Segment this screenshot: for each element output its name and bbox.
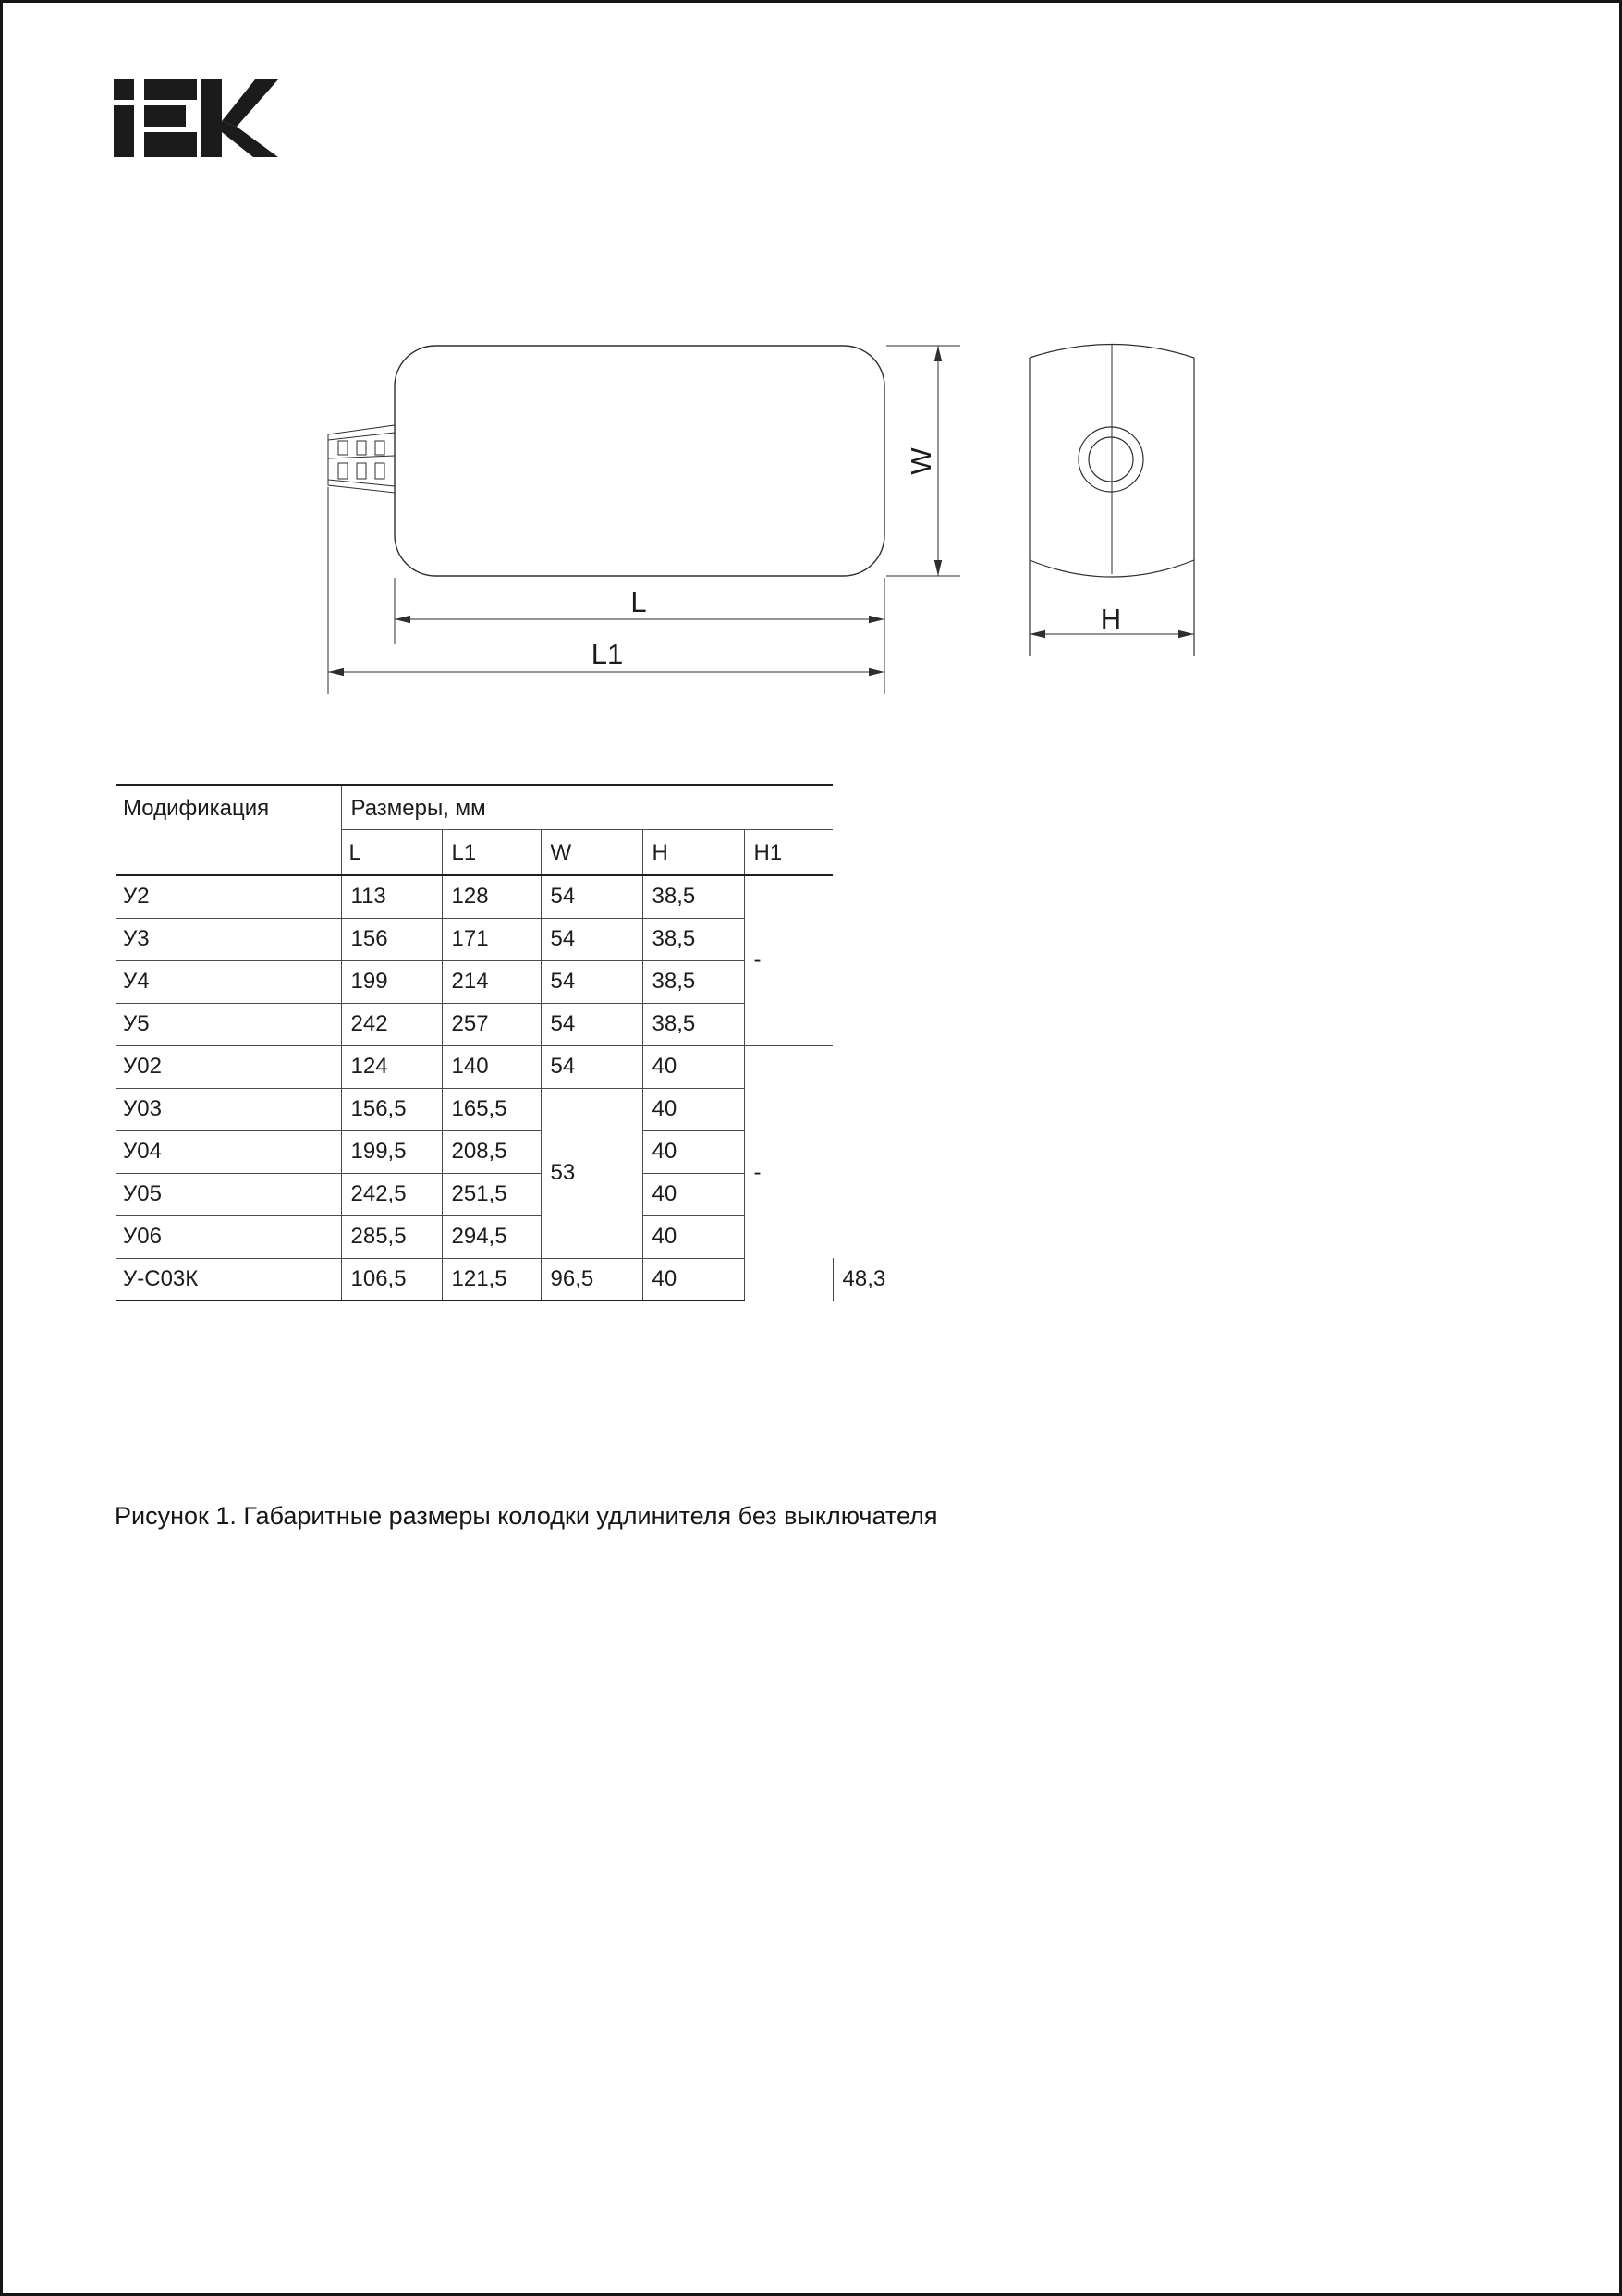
table-row: У-С03К 106,5 121,5 96,5 40 48,3 <box>116 1258 833 1301</box>
cable-hole-inner-circle <box>1089 437 1133 482</box>
table-cell: 40 <box>642 1088 744 1130</box>
table-cell: 165,5 <box>442 1088 541 1130</box>
table-cell: 40 <box>642 1215 744 1258</box>
table-cell: У05 <box>116 1173 341 1215</box>
table-cell: У5 <box>116 1003 341 1045</box>
dimension-arrows <box>328 346 1194 676</box>
table-row <box>116 1003 833 1045</box>
table-cell: - <box>744 875 833 1045</box>
table-cell: У3 <box>116 918 341 960</box>
figure-caption: Рисунок 1. Габаритные размеры колодки удлинителя без выключателя <box>115 1502 938 1530</box>
table-cell: У-С03К <box>116 1258 341 1301</box>
logo-k-stem <box>201 79 222 157</box>
table-cell: 251,5 <box>442 1173 541 1215</box>
table-cell: 54 <box>541 875 642 918</box>
side-view-dimensions <box>328 346 960 694</box>
header-col-l: L <box>341 829 442 875</box>
table-cell: 199,5 <box>341 1130 442 1173</box>
table-cell: 40 <box>642 1258 744 1301</box>
table-cell: 53 <box>541 1088 642 1258</box>
dimensions-table-body <box>116 875 886 1301</box>
table-cell: 54 <box>541 1003 642 1045</box>
table-cell: 121,5 <box>442 1258 541 1301</box>
table-cell: 106,5 <box>341 1258 442 1301</box>
table-row <box>116 1045 833 1088</box>
table-cell: 208,5 <box>442 1130 541 1173</box>
table-cell: 257 <box>442 1003 541 1045</box>
cable-gland <box>328 425 395 493</box>
dimension-label-l1: L1 <box>591 638 624 670</box>
dimension-label-w: W <box>905 447 937 475</box>
logo-e-top-bar <box>144 79 197 100</box>
table-cell: 285,5 <box>341 1215 442 1258</box>
table-cell: 54 <box>541 918 642 960</box>
table-cell: У2 <box>116 875 341 918</box>
header-dimensions-group: Размеры, мм <box>341 785 833 829</box>
table-cell: 38,5 <box>642 960 744 1003</box>
table-cell: 40 <box>642 1130 744 1173</box>
table-cell: У03 <box>116 1088 341 1130</box>
table-cell: 171 <box>442 918 541 960</box>
table-cell: 128 <box>442 875 541 918</box>
table-cell: 38,5 <box>642 875 744 918</box>
dimension-label-h: H <box>1100 603 1122 635</box>
logo-e-mid-bar <box>144 105 186 127</box>
header-modification: Модификация <box>116 785 341 875</box>
header-col-w: W <box>541 829 642 875</box>
table-cell: - <box>744 1045 833 1301</box>
table-cell: 156 <box>341 918 442 960</box>
table-cell: 156,5 <box>341 1088 442 1130</box>
technical-drawing <box>308 326 1518 714</box>
logo-k-upper-arm <box>222 79 278 127</box>
table-cell: 40 <box>642 1045 744 1088</box>
dimensions-table <box>116 784 886 1301</box>
table-cell: У02 <box>116 1045 341 1088</box>
iek-logo-icon <box>114 79 278 157</box>
table-cell: 54 <box>541 960 642 1003</box>
logo-i-dot <box>114 79 134 100</box>
header-col-h: H <box>642 829 744 875</box>
table-cell: 40 <box>642 1173 744 1215</box>
header-col-l1: L1 <box>442 829 541 875</box>
logo-k-lower-arm <box>222 121 278 157</box>
table-cell: У04 <box>116 1130 341 1173</box>
table-row <box>116 1215 833 1258</box>
table-cell: 113 <box>341 875 442 918</box>
logo-i-stem <box>114 105 134 157</box>
table-cell: 242 <box>341 1003 442 1045</box>
table-row <box>116 918 833 960</box>
table-cell: 38,5 <box>642 918 744 960</box>
table-cell: 214 <box>442 960 541 1003</box>
dimensions-table-wrap <box>116 784 886 1301</box>
table-cell: 96,5 <box>541 1258 642 1301</box>
logo-e-bottom-bar <box>144 132 197 157</box>
table-cell: 38,5 <box>642 1003 744 1045</box>
table-row <box>116 1130 833 1173</box>
table-row <box>116 1088 833 1130</box>
table-cell: 294,5 <box>442 1215 541 1258</box>
dimension-label-l: L <box>630 586 647 618</box>
table-row <box>116 1173 833 1215</box>
header-col-h1: H1 <box>744 829 833 875</box>
table-cell: 140 <box>442 1045 541 1088</box>
table-cell: 124 <box>341 1045 442 1088</box>
table-cell: У4 <box>116 960 341 1003</box>
side-view-body <box>395 346 884 576</box>
table-header-row <box>116 785 833 829</box>
table-cell: 242,5 <box>341 1173 442 1215</box>
table-row <box>116 875 833 918</box>
table-cell: У06 <box>116 1215 341 1258</box>
table-cell: 54 <box>541 1045 642 1088</box>
table-row <box>116 960 833 1003</box>
table-cell: 199 <box>341 960 442 1003</box>
